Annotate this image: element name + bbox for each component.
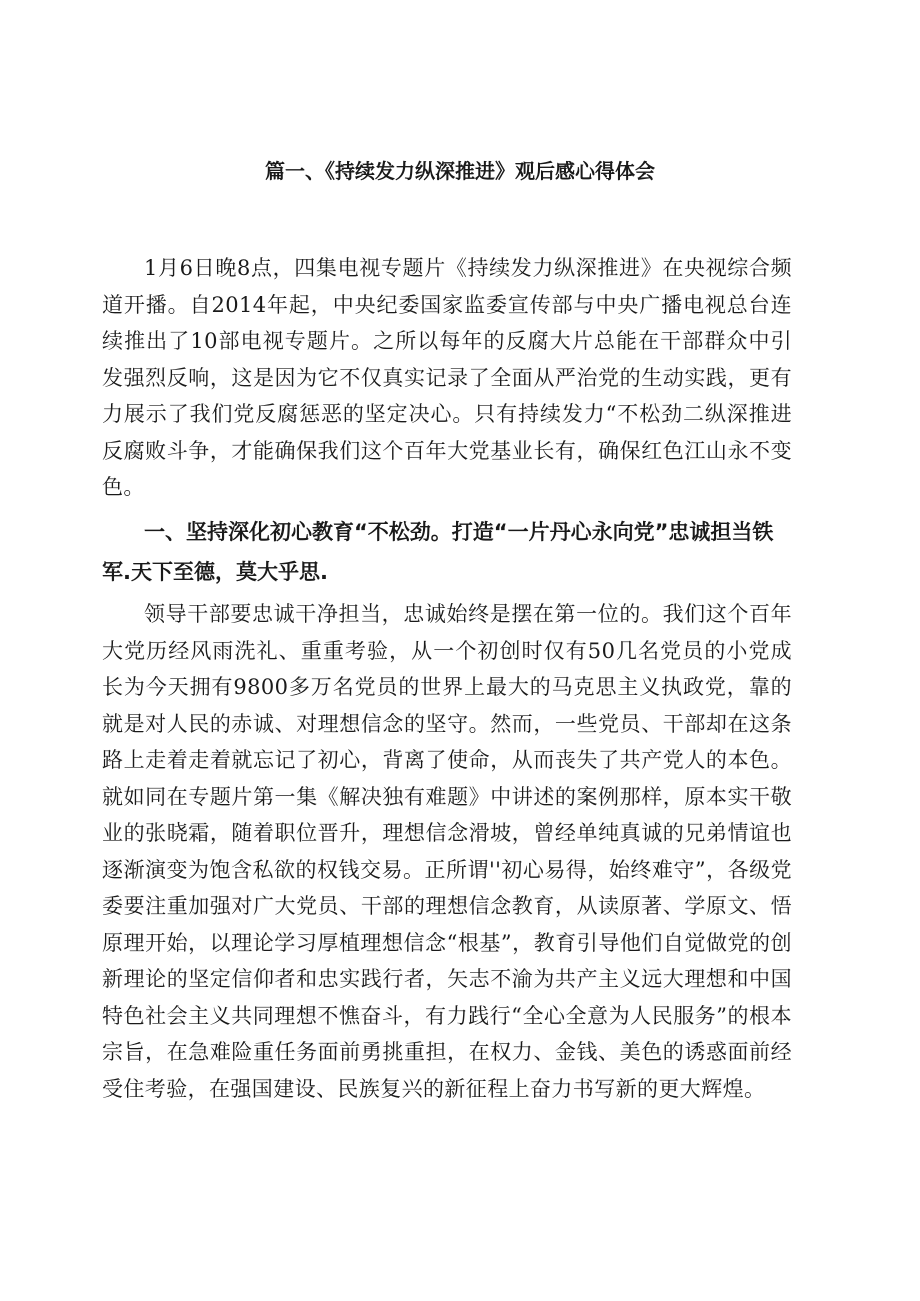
body-paragraph-2: 领导干部要忠诚干净担当，忠诚始终是摆在第一位的。我们这个百年大党历经风雨洗礼、重重考验，从一个初创时仅有50几名党员的小党成长为今天拥有9800多万名党员的世界上最大的马克思主义执政党，靠的就是对人民的赤诚、对理想信念的坚守。然而，一些党员、干部却在这条路上走着走着就忘记了初心，背离了使命，从而丧失了共产党人的本色。就如同在专题片第一集《解决独有难题》中讲述的案例那样，原本实干敬业的张晓霜，随着职位晋升，理想信念滑坡，曾经单纯真诚的兄弟情谊也逐渐演变为饱含私欲的权钱交易。正所谓''初心易得，始终难守”，各级党委要注重加强对广大党员、干部的理想信念教育，从读原著、学原文、悟原理开始，以理论学习厚植理想信念“根基”，教育引导他们自觉做党的创新理论的坚定信仰者和忠实践行者，矢志不渝为共产主义远大理想和中国特色社会主义共同理想不憔奋斗，有力践行“全心全意为人民服务”的根本宗旨，在急难险重任务面前勇挑重担，在权力、金钱、美色的诱惑面前经受住考验，在强国建设、民族复兴的新征程上奋力书写新的更大辉煌。 (102, 602, 792, 1101)
document-title: 篇一、《持续发力纵深推进》观后感心得体会 (265, 159, 655, 183)
body-paragraph-1: 1月6日晚8点，四集电视专题片《持续发力纵深推进》在央视综合频道开播。自2014年起，中央纪委国家监委宣传部与中央广播电视总台连续推出了10部电视专题片。之所以每年的反腐大片总能在干部群众中引发强烈反响，这是因为它不仅真实记录了全面从严治党的生动实践，更有力展示了我们党反腐惩恶的坚定决心。只有持续发力“不松劲二纵深推进反腐败斗争，才能确保我们这个百年大党基业长有，确保红色江山永不变色。 (102, 256, 792, 499)
section-heading-1: 一、坚持深化初心教育“不松劲。打造“一片丹心永向党”忠诚担当铁军.天下至德，莫大乎思. (102, 520, 774, 584)
